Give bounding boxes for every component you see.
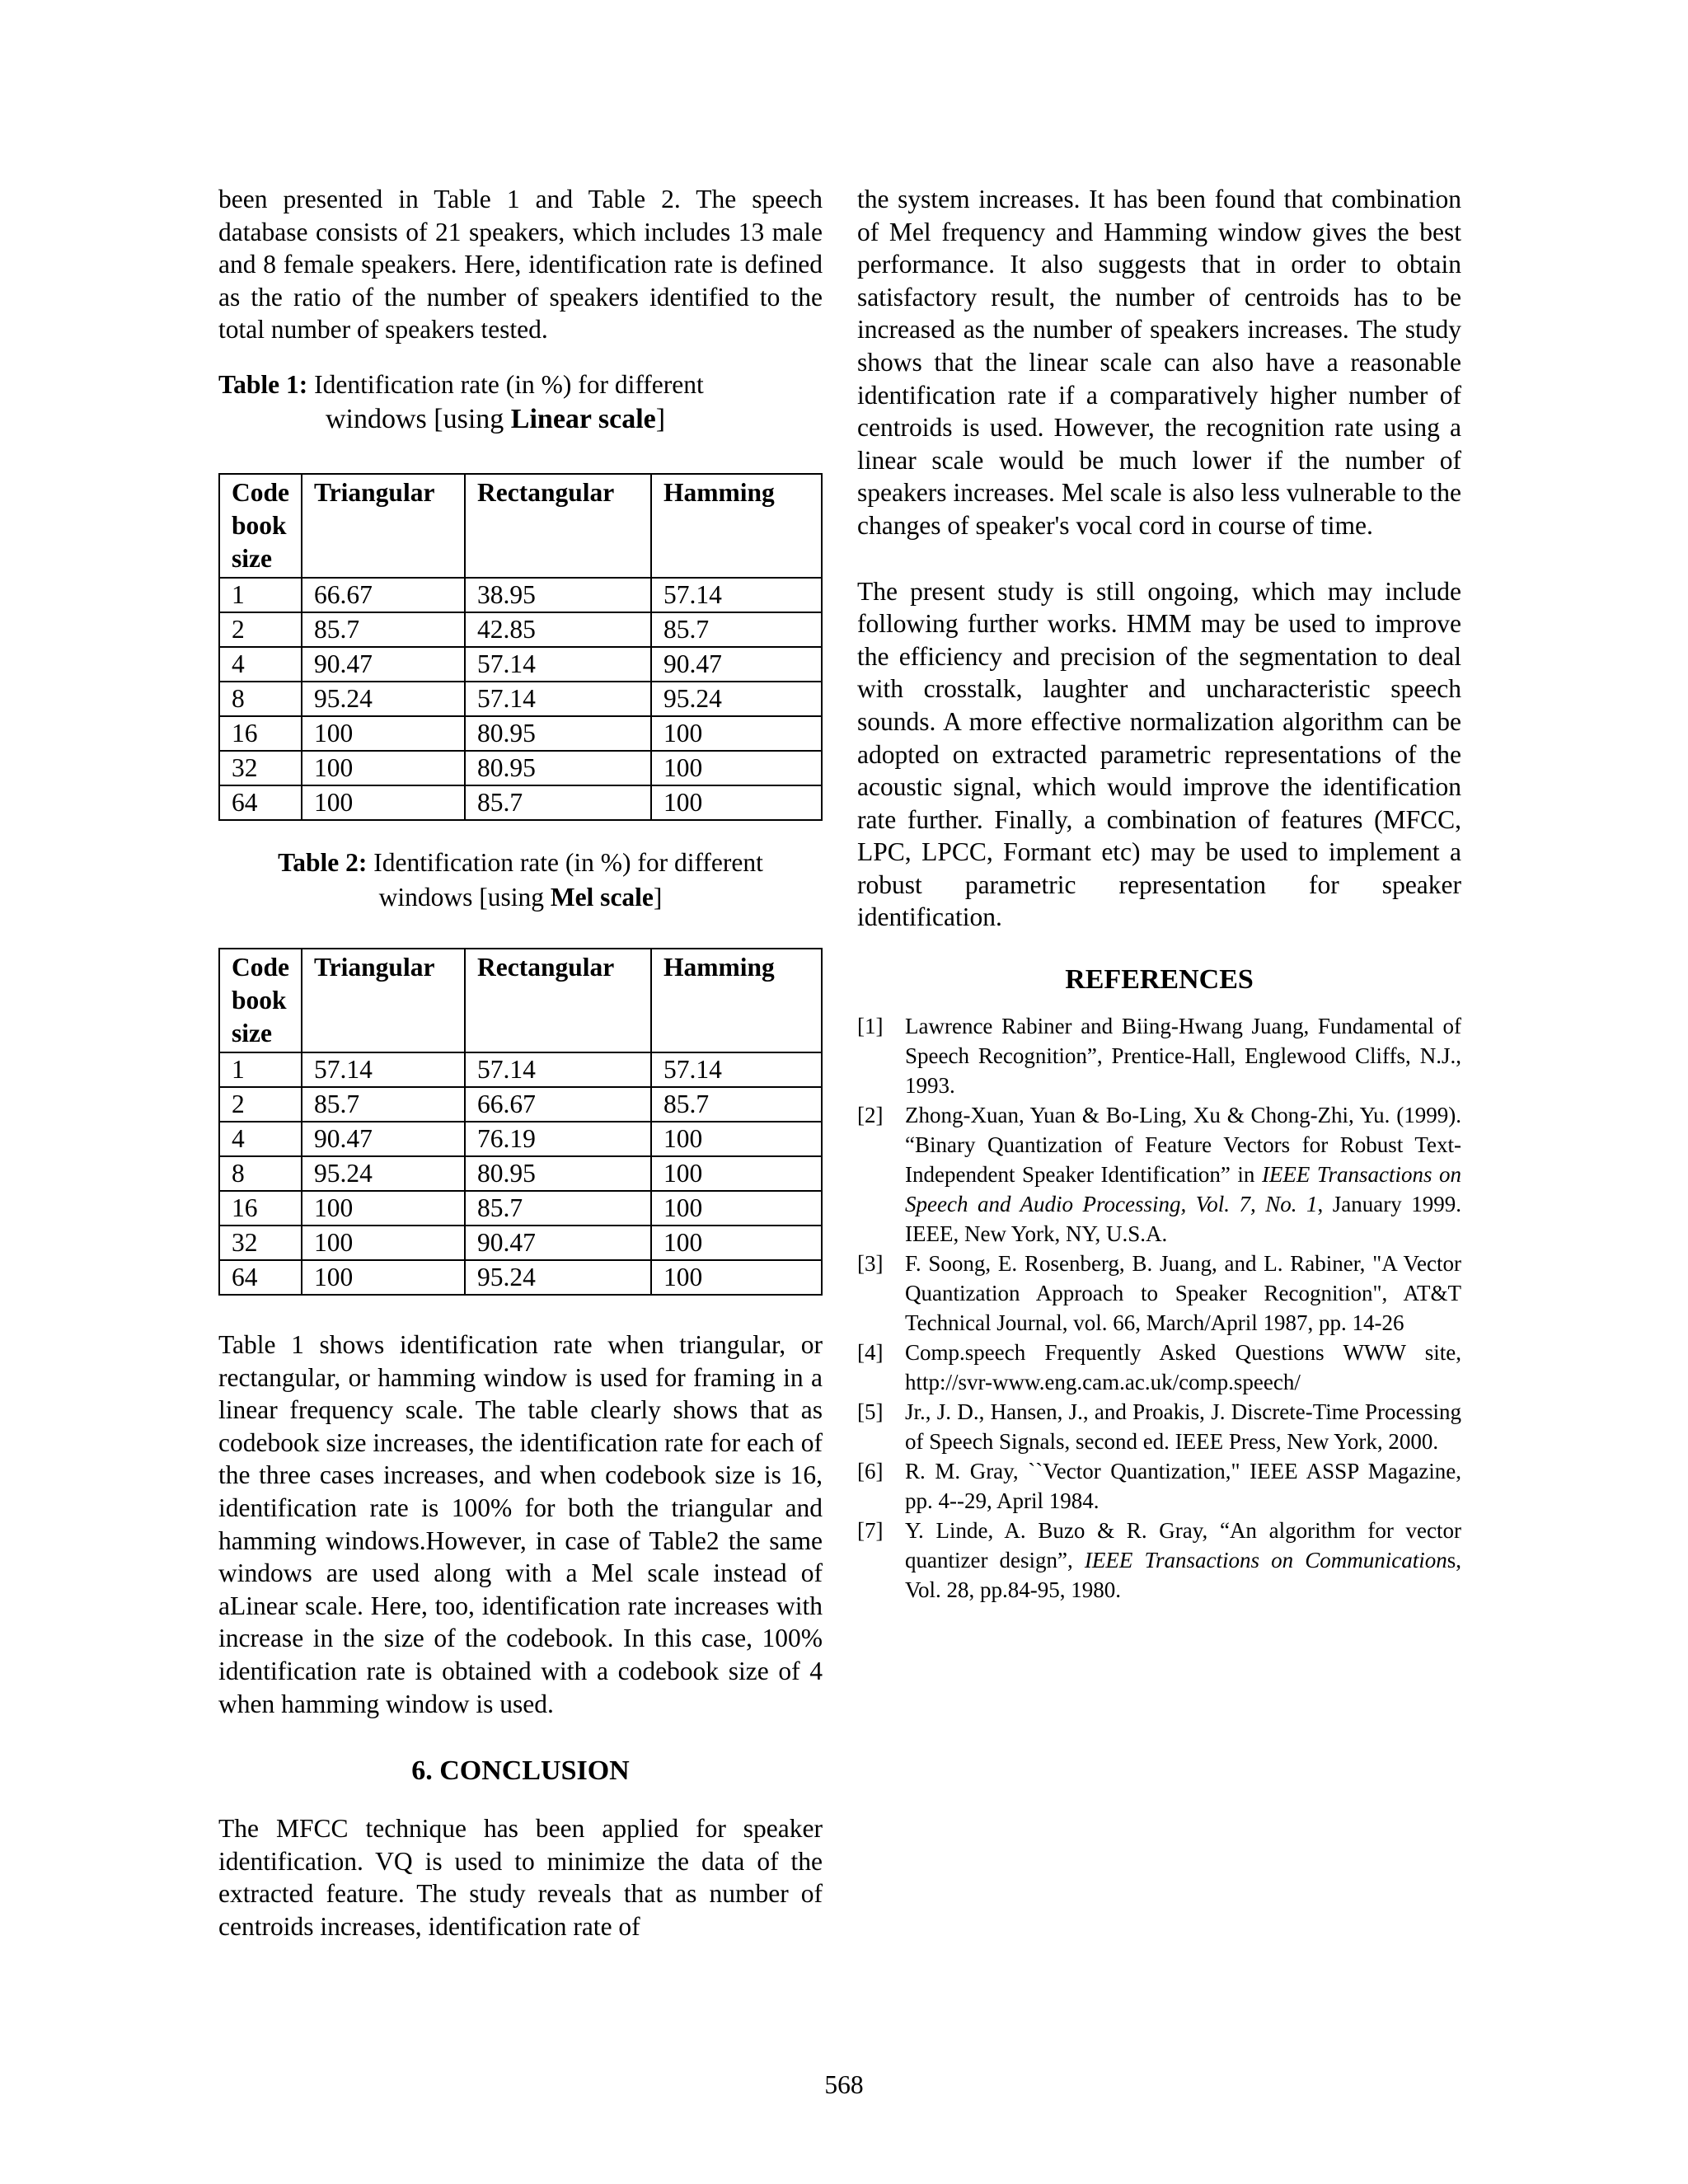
column-header: Code book size [219,474,302,578]
table-row [219,1087,822,1122]
table-cell: 66.67 [302,578,465,612]
right-column [857,183,1461,1605]
table-cell: 32 [219,1226,302,1260]
table-cell: 64 [219,1260,302,1295]
table-row [219,578,822,612]
table-cell: 57.14 [651,578,822,612]
table-row [219,612,822,647]
reference-item [857,1100,1461,1249]
table-row [219,682,822,716]
table-cell: 95.24 [465,1260,651,1295]
table-cell: 100 [651,785,822,820]
table-cell: 57.14 [465,1052,651,1087]
table-cell: 100 [302,716,465,751]
table-cell: 100 [302,1226,465,1260]
table1-caption-bold: Linear scale [510,403,656,434]
reference-number: [6] [857,1459,884,1484]
table-cell: 64 [219,785,302,820]
table-cell: 95.24 [651,682,822,716]
table-cell: 85.7 [465,1191,651,1226]
reference-text: Zhong-Xuan, Yuan & Bo-Ling, Xu & Chong-Zhi, Yu. (1999). “Binary Quantization of Feature Vectors for Robust Text-Independent Speaker Identification” in [905,1103,1461,1188]
table-cell: 100 [651,1226,822,1260]
reference-text: Y. Linde, A. Buzo & R. Gray, “An algorithm for vector quantizer design”, [905,1518,1461,1573]
table-cell: 42.85 [465,612,651,647]
table-row [219,751,822,785]
column-header: Triangular [302,474,465,578]
reference-item [857,1338,1461,1397]
table-cell: 57.14 [465,682,651,716]
table-cell: 85.7 [302,612,465,647]
reference-item [857,1011,1461,1100]
reference-item [857,1516,1461,1605]
table-row [219,1226,822,1260]
table-cell: 85.7 [651,1087,822,1122]
table-cell: 80.95 [465,751,651,785]
table-cell: 80.95 [465,1156,651,1191]
table-cell: 95.24 [302,682,465,716]
table2-caption-text-b: windows [using [378,882,551,912]
reference-number: [5] [857,1399,884,1425]
table-cell: 95.24 [302,1156,465,1191]
table-cell: 32 [219,751,302,785]
table-header-row [219,474,822,578]
table-cell: 100 [651,1191,822,1226]
reference-text: R. M. Gray, ``Vector Quantization," IEEE ASSP Magazine, pp. 4--29, April 1984. [905,1459,1461,1514]
column-header: Triangular [302,949,465,1052]
intro-paragraph: been presented in Table 1 and Table 2. The speech database consists of 21 speakers, which includes 13 male and 8 female speakers. Here, identification rate is defined as the ratio of the number of speakers identified to the total number of speakers tested. [218,185,823,344]
table-cell: 100 [302,785,465,820]
table2-caption-label: Table 2: [278,847,368,877]
reference-item [857,1456,1461,1516]
table-cell: 90.47 [651,647,822,682]
table2-caption [218,846,823,915]
left-column [218,183,823,1943]
table-row [219,1122,822,1156]
discussion-paragraph: Table 1 shows identification rate when triangular, or rectangular, or hamming window is used for framing in a linear frequency scale. The table clearly shows that as codebook size increases, the identification rate for each of the three cases increases, and when codebook size is 16, identification rate is 100% for both the triangular and hamming windows.However, in case of Table2 the same windows are used along with a Mel scale instead of aLinear scale. Here, too, identification rate increases with increase in the size of the codebook. In this case, 100% identification rate is obtained with a codebook size of 4 when hamming window is used. [218,1329,823,1718]
table-cell: 57.14 [302,1052,465,1087]
table2-mel-scale [218,948,823,1296]
table1-caption-text-b: windows [using [326,403,511,434]
column-header: Rectangular [465,474,651,578]
table2-caption-text: Identification rate (in %) for different [367,847,763,877]
table-cell: 100 [302,751,465,785]
table-cell: 80.95 [465,716,651,751]
reference-text: Jr., J. D., Hansen, J., and Proakis, J. Discrete-Time Processing of Speech Signals, second ed. IEEE Press, New York, 2000. [905,1399,1461,1455]
table-cell: 38.95 [465,578,651,612]
table2-caption-bold: Mel scale [550,882,654,912]
reference-number: [7] [857,1518,884,1544]
table1-caption [218,368,823,437]
reference-number: [2] [857,1103,884,1128]
table-cell: 8 [219,682,302,716]
reference-text-tail: s, Vol. 28, pp.84-95, 1980. [905,1548,1461,1603]
table-row [219,716,822,751]
reference-text-tail: , January 1999. IEEE, New York, NY, U.S.A. [905,1192,1461,1247]
table1-caption-label: Table 1: [218,369,308,399]
table-row [219,1260,822,1295]
table-cell: 90.47 [465,1226,651,1260]
reference-italic-text: IEEE Transactions on Speech and Audio Processing, Vol. 7, No. 1 [905,1162,1461,1217]
reference-italic-text: IEEE Transactions on Communication [1084,1548,1447,1573]
conclusion-paragraph: The MFCC technique has been applied for speaker identification. VQ is used to minimize the data of the extracted feature. The study reveals that as number of centroids increases, identification rate of [218,1814,823,1941]
table-cell: 100 [651,751,822,785]
reference-text: Lawrence Rabiner and Biing-Hwang Juang, Fundamental of Speech Recognition”, Prentice-Hall, Englewood Cliffs, N.J., 1993. [905,1014,1461,1099]
table-cell: 2 [219,612,302,647]
table-cell: 100 [651,1122,822,1156]
table1-body [219,578,822,820]
table-cell: 4 [219,647,302,682]
table1-linear-scale [218,473,823,821]
reference-item [857,1249,1461,1338]
table-cell: 1 [219,1052,302,1087]
table-header-row [219,949,822,1052]
table-cell: 57.14 [465,647,651,682]
column-header: Hamming [651,474,822,578]
conclusion-heading: 6. CONCLUSION [411,1755,630,1787]
table1-caption-text: Identification rate (in %) for different [307,369,704,399]
column-header: Rectangular [465,949,651,1052]
table-cell: 100 [302,1191,465,1226]
reference-number: [3] [857,1251,884,1277]
table-row [219,1052,822,1087]
table-cell: 90.47 [302,647,465,682]
column-header: Code book size [219,949,302,1052]
reference-number: [1] [857,1014,884,1039]
reference-number: [4] [857,1340,884,1366]
table2-body [219,1052,822,1295]
future-work-paragraph: The present study is still ongoing, which may include following further works. HMM may be used to improve the efficiency and precision of the segmentation to deal with crosstalk, laughter and uncharacteristic speech sounds. A more effective normalization algorithm can be adopted on extracted parametric representations of the acoustic signal, which would improve the identification rate further. Finally, a combination of features (MFCC, LPC, LPCC, Formant etc) may be used to implement a robust parametric representation for speaker identification. [857,576,1461,932]
column-header: Hamming [651,949,822,1052]
page-number: 568 [824,2070,864,2099]
table-cell: 85.7 [651,612,822,647]
table-cell: 8 [219,1156,302,1191]
table-cell: 2 [219,1087,302,1122]
reference-text: F. Soong, E. Rosenberg, B. Juang, and L. Rabiner, "A Vector Quantization Approach to Speaker Recognition", AT&T Technical Journal, vol. 66, March/April 1987, pp. 14-26 [905,1251,1461,1336]
table-cell: 100 [302,1260,465,1295]
table-cell: 1 [219,578,302,612]
table-cell: 66.67 [465,1087,651,1122]
table-cell: 16 [219,1191,302,1226]
conclusion-continued-paragraph: the system increases. It has been found that combination of Mel frequency and Hamming window gives the best performance. It also suggests that in order to obtain satisfactory result, the number of centroids has to be increased as the number of speakers increases. The study shows that the linear scale can also have a reasonable identification rate if a comparatively higher number of centroids is used. However, the recognition rate using a linear scale would be much lower if the number of speakers increases. Mel scale is also less vulnerable to the changes of speaker's vocal cord in course of time. [857,185,1461,540]
table-cell: 90.47 [302,1122,465,1156]
references-heading: REFERENCES [1065,964,1254,996]
table-cell: 100 [651,1156,822,1191]
table-row [219,1156,822,1191]
reference-text: Comp.speech Frequently Asked Questions WWW site, http://svr-www.eng.cam.ac.uk/comp.speech/ [905,1340,1461,1395]
table1-caption-text-c: ] [655,403,666,434]
table-cell: 100 [651,1260,822,1295]
table-cell: 4 [219,1122,302,1156]
table-cell: 85.7 [302,1087,465,1122]
table-row [219,785,822,820]
table-cell: 100 [651,716,822,751]
references-list [857,1011,1461,1605]
table-cell: 85.7 [465,785,651,820]
table-cell: 16 [219,716,302,751]
table-cell: 57.14 [651,1052,822,1087]
reference-item [857,1397,1461,1456]
table-cell: 76.19 [465,1122,651,1156]
table-row [219,1191,822,1226]
table2-caption-text-c: ] [653,882,663,912]
table-row [219,647,822,682]
